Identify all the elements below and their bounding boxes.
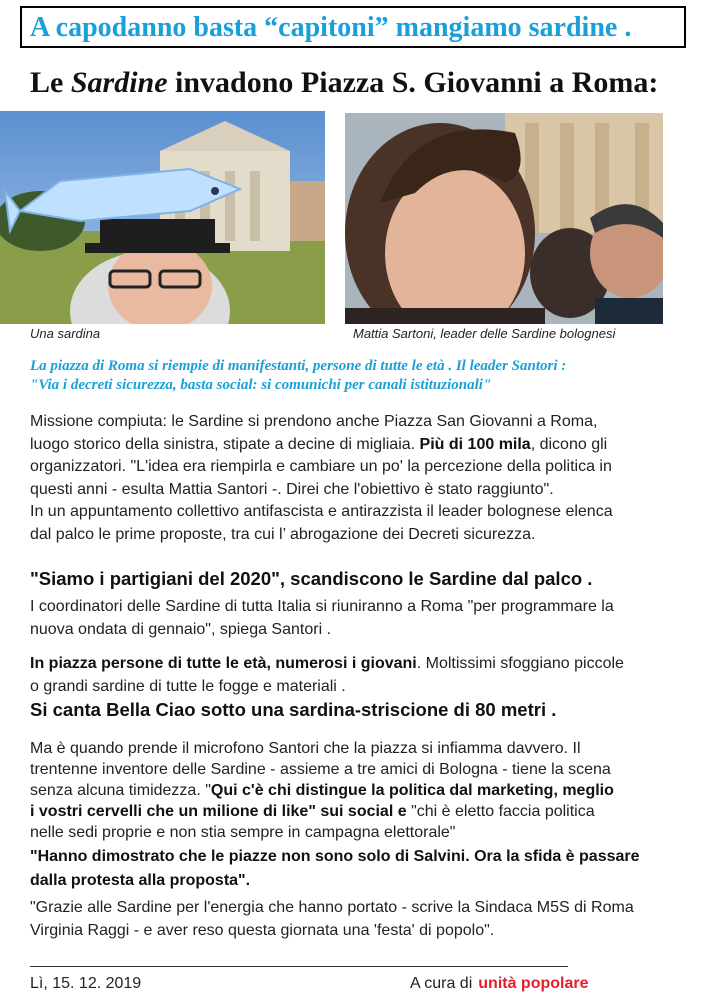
highlight-attendance: Più di 100 mila bbox=[419, 435, 531, 453]
text-line: dal palco le prime proposte, tra cui l’ abrogazione dei Decreti sicurezza. bbox=[30, 525, 536, 543]
text-span: . Moltissimi sfoggiano piccole bbox=[416, 655, 624, 672]
text-span: , dicono gli bbox=[530, 435, 608, 453]
article-paragraph-1 bbox=[30, 411, 700, 546]
article-paragraph-3 bbox=[30, 653, 700, 698]
highlight-people: In piazza persone di tutte le età, numerosi i giovani bbox=[30, 655, 417, 672]
article-paragraph-4 bbox=[30, 738, 700, 843]
subhead-line: La piazza di Roma si riempie di manifestanti, persone di tutte le età . Il leader Santori : bbox=[30, 358, 567, 374]
article-subheading bbox=[30, 357, 700, 395]
photo-mattia-santori bbox=[345, 113, 663, 324]
pull-quote-partigiani: "Siamo i partigiani del 2020", scandiscono le Sardine dal palco . bbox=[30, 568, 593, 589]
text-line bbox=[30, 434, 700, 457]
text-line: organizzatori. "L'idea era riempirla e cambiare un po' la percezione della politica in bbox=[30, 458, 612, 475]
text-line bbox=[30, 653, 700, 676]
credit-prefix: A cura di bbox=[410, 975, 473, 992]
photo-caption: Una sardina bbox=[30, 326, 101, 341]
text-span: "chi è eletto faccia politica bbox=[406, 803, 595, 820]
headline-suffix: invadono Piazza S. Giovanni a Roma: bbox=[167, 66, 659, 99]
pull-quote-bella-ciao: Si canta Bella Ciao sotto una sardina-striscione di 80 metri . bbox=[30, 699, 557, 720]
headline-emphasis: Sardine bbox=[70, 66, 168, 99]
photo-sardina-hat bbox=[0, 111, 325, 324]
text-line: "Hanno dimostrato che le piazze non sono solo di Salvini. Ora la sfida è passare bbox=[30, 848, 640, 865]
credit-organization: unità popolare bbox=[478, 975, 589, 992]
text-line: dalla protesta alla proposta". bbox=[30, 872, 251, 889]
text-line: In un appuntamento collettivo antifascista e antirazzista il leader bolognese elenca bbox=[30, 503, 613, 520]
highlight-quote: i vostri cervelli che un milione di like" sui social e bbox=[30, 803, 407, 820]
text-span: senza alcuna timidezza. " bbox=[30, 782, 211, 799]
text-line: Virginia Raggi - e aver reso questa giornata una 'festa' di popolo". bbox=[30, 921, 495, 939]
banner-title: A capodanno basta “capitoni” mangiamo sardine . bbox=[20, 6, 686, 48]
footer-date: Lì, 15. 12. 2019 bbox=[30, 975, 142, 992]
article-paragraph-raggi bbox=[30, 897, 700, 942]
text-line: nelle sedi proprie e non stia sempre in campagna elettorale" bbox=[30, 824, 456, 841]
text-line: nuova ondata di gennaio", spiega Santori . bbox=[30, 620, 332, 638]
text-line: I coordinatori delle Sardine di tutta Italia si riuniranno a Roma "per programmare la bbox=[30, 598, 614, 615]
text-line: o grandi sardine di tutte le fogge e materiali . bbox=[30, 677, 346, 695]
footer-credit bbox=[410, 975, 589, 993]
text-line: Missione compiuta: le Sardine si prendono anche Piazza San Giovanni a Roma, bbox=[30, 413, 598, 430]
text-span: luogo storico della sinistra, stipate a decine di migliaia. bbox=[30, 435, 420, 453]
text-line: Ma è quando prende il microfono Santori che la piazza si infiamma davvero. Il bbox=[30, 740, 581, 757]
text-line: questi anni - esulta Mattia Santori -. Direi che l'obiettivo è stato raggiunto". bbox=[30, 480, 554, 498]
subhead-line: "Via i decreti sicurezza, basta social: si comunichi per canali istituzionali" bbox=[30, 377, 492, 393]
text-line: trentenne inventore delle Sardine - assieme a tre amici di Bologna - tiene la scena bbox=[30, 761, 611, 778]
headline-prefix: Le bbox=[30, 66, 71, 99]
text-line: "Grazie alle Sardine per l'energia che hanno portato - scrive la Sindaca M5S di Roma bbox=[30, 899, 634, 916]
text-line bbox=[30, 801, 700, 822]
footer-divider bbox=[30, 966, 568, 967]
article-quote-salvini bbox=[30, 845, 710, 893]
text-line bbox=[30, 780, 700, 801]
photo-caption: Mattia Sartoni, leader delle Sardine bolognesi bbox=[353, 326, 616, 341]
highlight-quote: Qui c'è chi distingue la politica dal marketing, meglio bbox=[210, 782, 614, 799]
page-headline bbox=[30, 66, 658, 100]
article-paragraph-2 bbox=[30, 596, 700, 641]
